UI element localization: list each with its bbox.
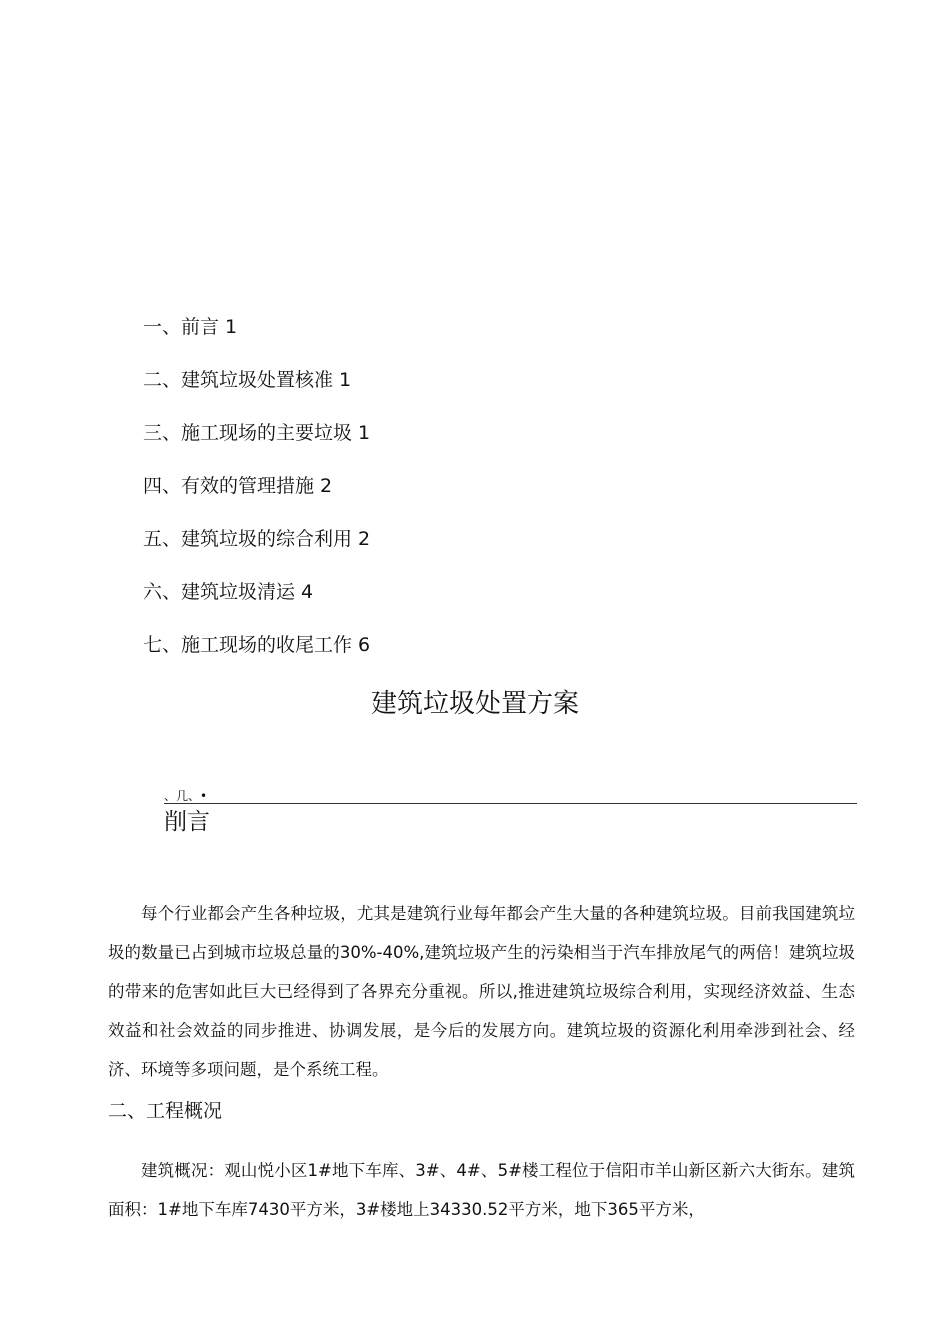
section-mark: 、几、• <box>164 789 208 803</box>
header-rule <box>164 803 857 804</box>
table-of-contents <box>143 314 370 685</box>
toc-item: 四、有效的管理措施 2 <box>143 475 333 497</box>
toc-item: 二、建筑垃圾处置核准 1 <box>143 369 352 391</box>
section-heading-preface: 削言 <box>164 809 210 835</box>
toc-item: 五、建筑垃圾的综合利用 2 <box>143 528 371 550</box>
toc-item: 六、建筑垃圾清运 4 <box>143 581 314 603</box>
toc-item: 七、施工现场的收尾工作 6 <box>143 634 371 656</box>
toc-item: 三、施工现场的主要垃圾 1 <box>143 422 371 444</box>
document-title: 建筑垃圾处置方案 <box>370 689 579 719</box>
preface-paragraph: 每个行业都会产生各种垃圾，尤其是建筑行业每年都会产生大量的各种建筑垃圾。目前我国建筑垃圾的数量已占到城市垃圾总量的30%-40%,建筑垃圾产生的污染相当于汽车排放尾气的两倍！建筑垃圾的带来的危害如此巨大已经得到了各界充分重视。所以,推进建筑垃圾综合利用，实现经济效益、生态效益和社会效益的同步推进、协调发展，是今后的发展方向。建筑垃圾的资源化利用牵涉到社会、经济、环境等多项问题，是个系统工程。 <box>108 904 855 1079</box>
section-heading-overview: 二、工程概况 <box>108 1100 223 1122</box>
toc-item: 一、前言 1 <box>143 316 238 338</box>
overview-paragraph: 建筑概况：观山悦小区1#地下车库、3#、4#、5#楼工程位于信阳市羊山新区新六大街东。建筑面积：1#地下车库7430平方米，3#楼地上34330.52平方米，地下365平方米， <box>108 1161 855 1219</box>
